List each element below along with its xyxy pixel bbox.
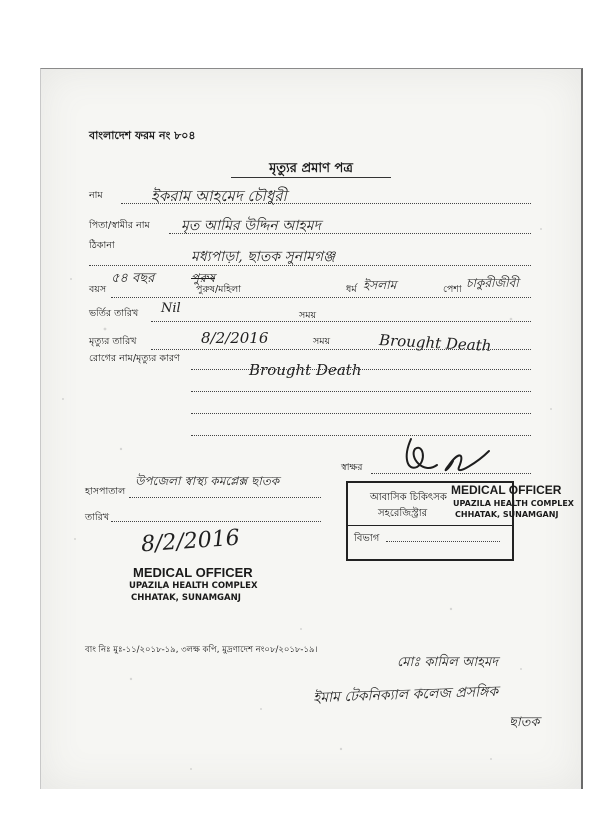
form-number: বাংলাদেশ ফরম নং ৮০৪ bbox=[89, 129, 196, 142]
death-date-label: মৃত্যুর তারিখ bbox=[89, 336, 137, 347]
mo-stamp-right-line2: UPAZILA HEALTH COMPLEX bbox=[453, 499, 574, 508]
hospital-label: হাসপাতাল bbox=[85, 486, 126, 497]
mo-stamp-right-line3: CHHATAK, SUNAMGANJ bbox=[455, 510, 559, 519]
signature-label: স্বাক্ষর bbox=[341, 462, 363, 473]
date-label: তারিখ bbox=[85, 512, 110, 523]
signature-mark bbox=[393, 431, 503, 479]
department-label: বিভাগ bbox=[354, 533, 380, 544]
hospital-line bbox=[129, 497, 321, 498]
attestation-institution: ইমাম টেকনিক্যাল কলেজ প্রসঙ্গিক bbox=[312, 683, 499, 707]
admission-label: ভর্তির তারিখ bbox=[89, 308, 139, 319]
mo-stamp-left-title: MEDICAL OFFICER bbox=[133, 565, 253, 580]
registrar-line-2: সহরেজিস্ট্রার bbox=[378, 508, 428, 519]
age-value: ৫৪ বছর bbox=[111, 271, 155, 286]
cause-line-1 bbox=[191, 369, 531, 370]
admission-time-label: সময় bbox=[299, 310, 317, 321]
religion-value: ইসলাম bbox=[363, 278, 397, 292]
admission-value: Nil bbox=[161, 301, 181, 316]
religion-label: ধর্ম bbox=[346, 284, 357, 295]
cause-value: Brought Death bbox=[249, 361, 362, 379]
occupation-value: চাকুরীজীবী bbox=[466, 276, 519, 290]
attestation-name: মোঃ কামিল আহমদ bbox=[397, 655, 498, 670]
mo-stamp-left-line2: UPAZILA HEALTH COMPLEX bbox=[129, 581, 258, 591]
death-time-value: Brought Death bbox=[378, 331, 492, 355]
date-value: 8/2/2016 bbox=[140, 525, 241, 558]
death-time-label: সময় bbox=[313, 336, 331, 347]
admission-line bbox=[151, 321, 531, 322]
occupation-label: পেশা bbox=[443, 284, 462, 295]
registrar-line-1: আবাসিক চিকিৎসক bbox=[370, 492, 447, 503]
cause-label: রোগের নাম/মৃত্যুর কারণ bbox=[89, 353, 180, 364]
print-info: বাং নিঃ মুঃ-১১/২০১৮-১৯, ৩লক্ষ কপি, মুদ্রণাদেশ নং০৮/২০১৮-১৯। bbox=[85, 645, 318, 655]
age-line bbox=[111, 297, 531, 298]
age-label: বয়স bbox=[89, 284, 107, 295]
address-value: মধ্যপাড়া, ছাতক সুনামগঞ্জ bbox=[191, 249, 336, 265]
address-label: ঠিকানা bbox=[89, 240, 115, 251]
cause-line-3 bbox=[191, 413, 531, 414]
mo-stamp-right-title: MEDICAL OFFICER bbox=[451, 483, 562, 497]
registrar-divider bbox=[348, 525, 512, 526]
certificate-paper bbox=[40, 68, 583, 789]
attestation-place: ছাতক bbox=[509, 715, 540, 730]
mo-stamp-left-line3: CHHATAK, SUNAMGANJ bbox=[131, 593, 241, 603]
sex-value: পুরুষ bbox=[191, 271, 215, 285]
certificate-title: মৃত্যুর প্রমাণ পত্র bbox=[269, 161, 353, 176]
death-date-value: 8/2/2016 bbox=[201, 329, 269, 347]
name-value: ইকরাম আহমেদ চৌধুরী bbox=[151, 187, 287, 205]
cause-line-2 bbox=[191, 391, 531, 392]
title-underline bbox=[231, 177, 391, 178]
hospital-value: উপজেলা স্বাস্থ্য কমপ্লেক্স ছাতক bbox=[135, 474, 280, 488]
sex-label: পুরুষ/মহিলা bbox=[196, 284, 241, 295]
date-line bbox=[111, 521, 321, 522]
department-line bbox=[386, 541, 500, 542]
father-value: মৃত আমির উদ্দিন আহমদ bbox=[181, 218, 321, 234]
father-label: পিতা/স্বামীর নাম bbox=[89, 220, 150, 231]
name-label: নাম bbox=[89, 190, 103, 201]
death-date-line bbox=[151, 349, 531, 350]
